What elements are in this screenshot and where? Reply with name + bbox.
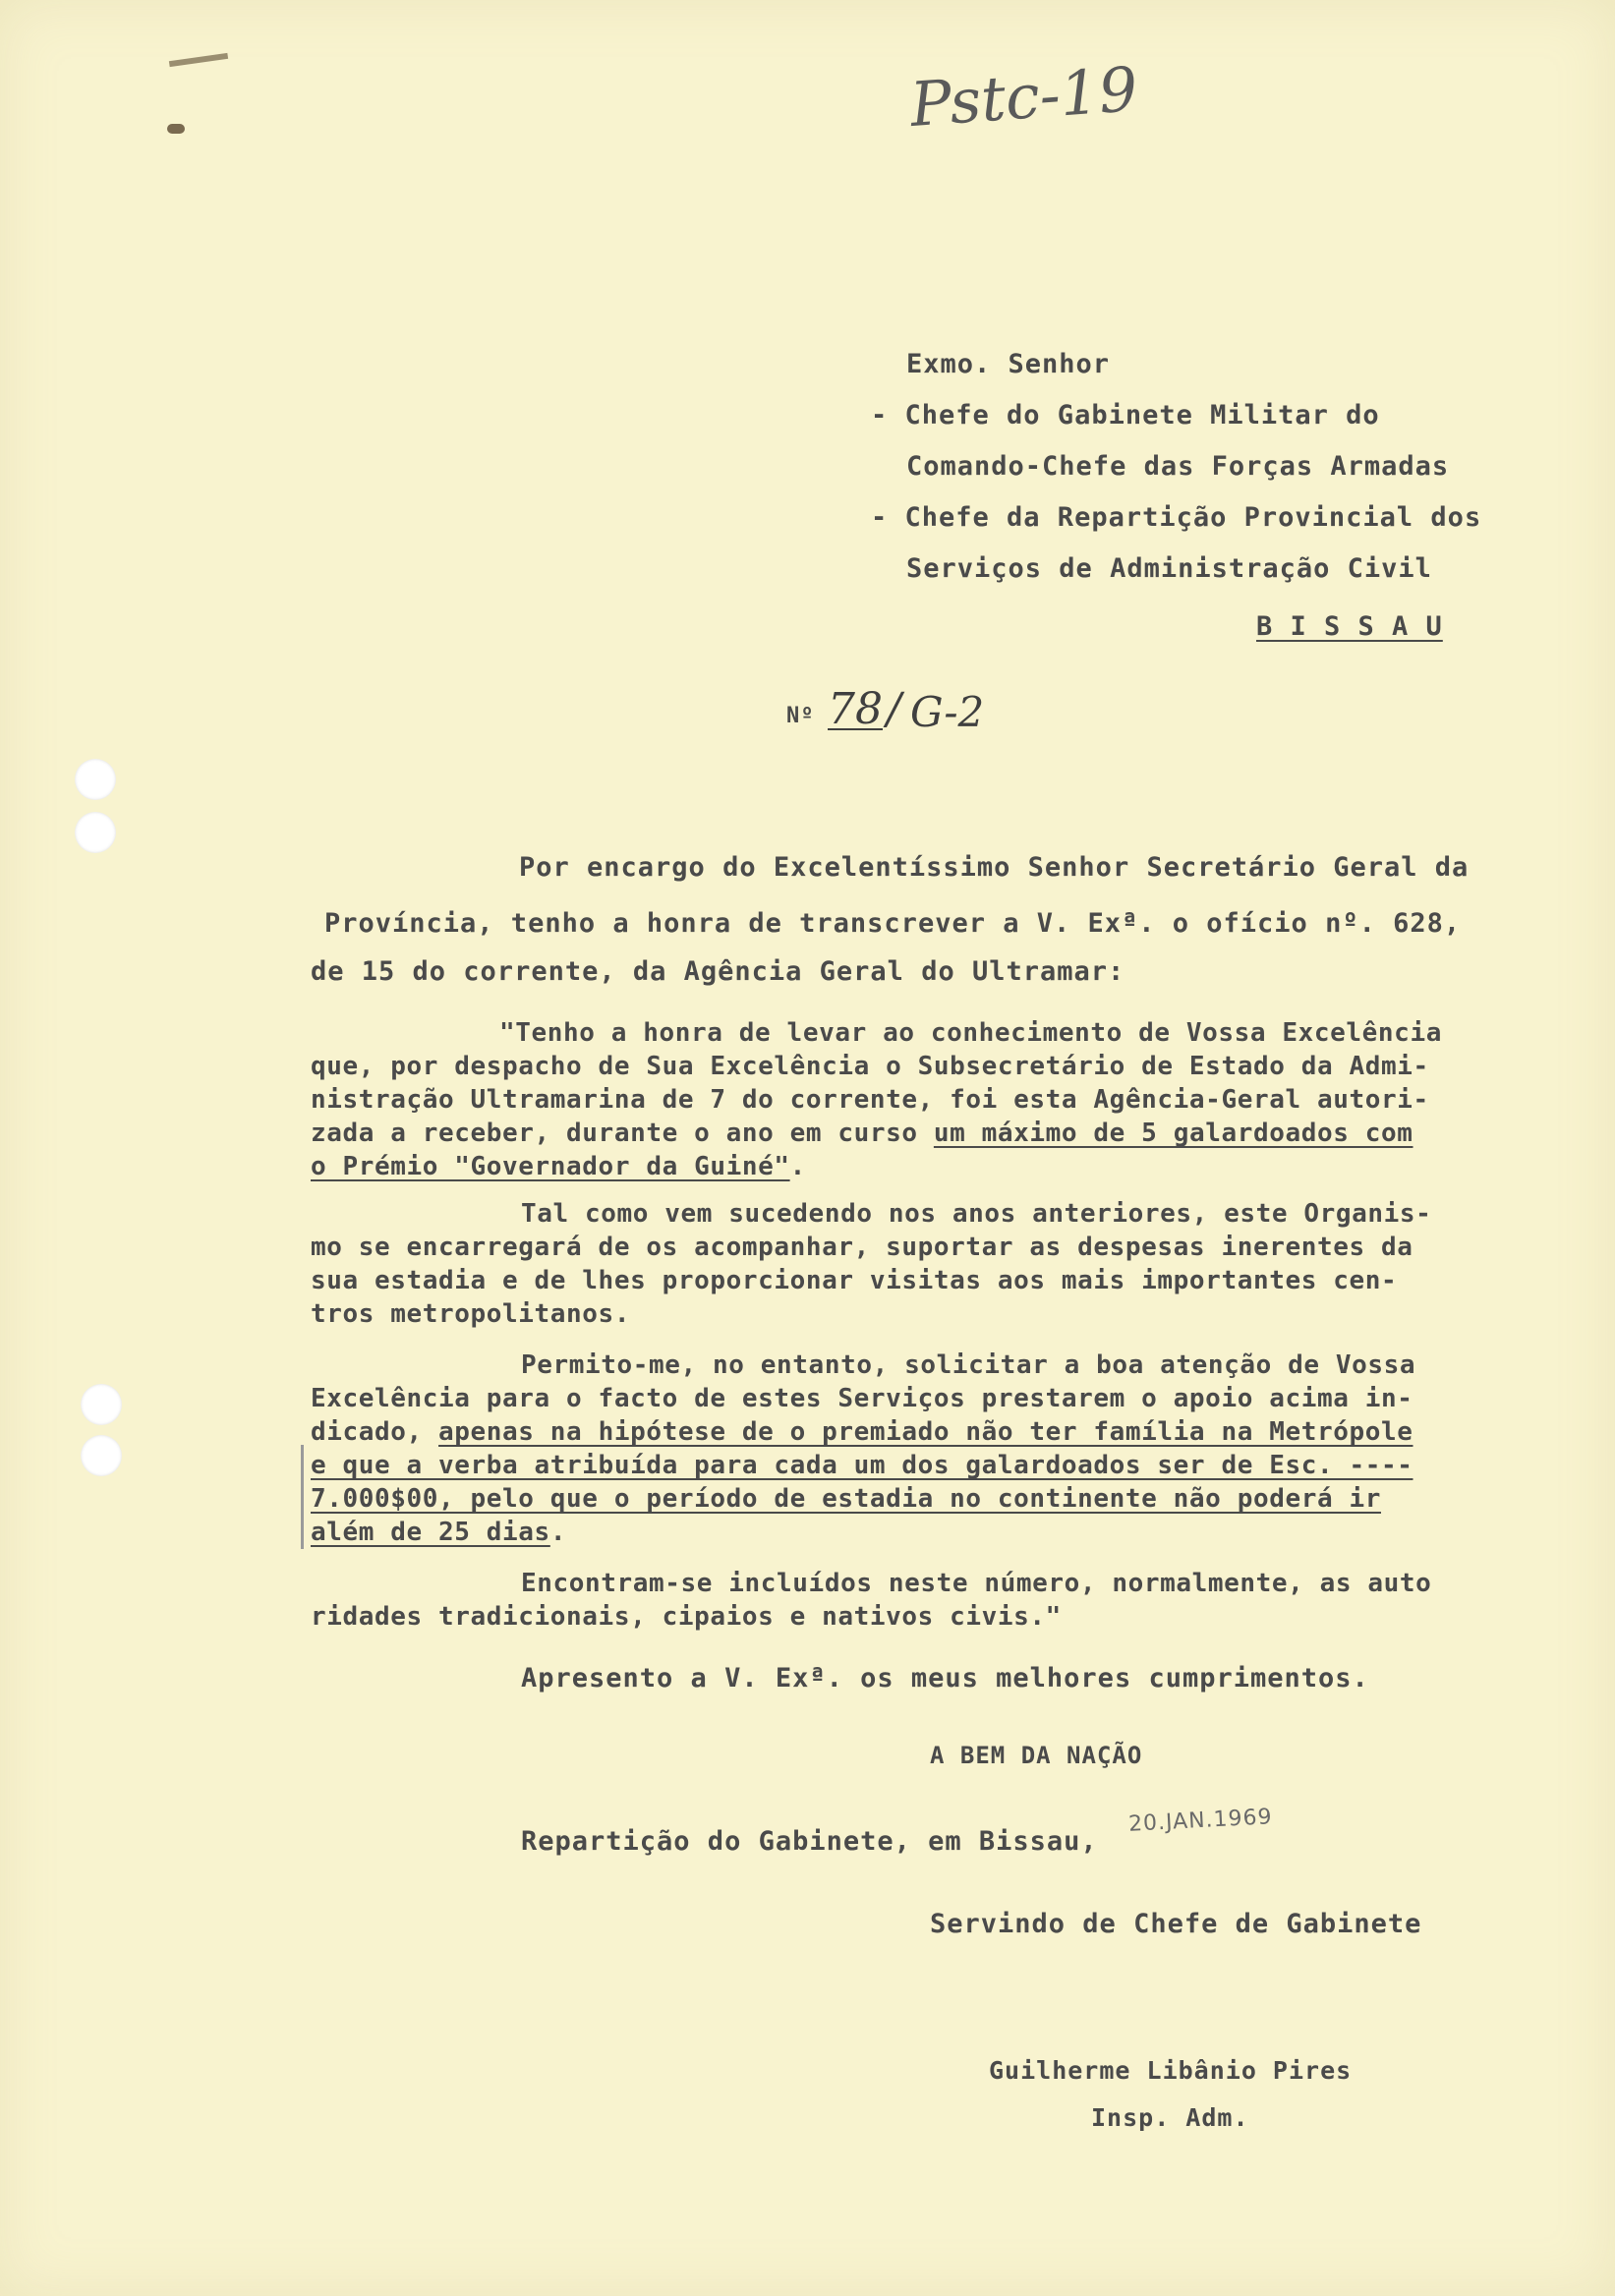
reference-series: G-2: [910, 688, 985, 736]
salutation: Exmo. Senhor: [906, 349, 1111, 379]
quote-p1-line-4-text: zada a receber, durante o ano em curso: [311, 1119, 934, 1148]
intro-line-2: Província, tenho a honra de transcrever a V. Exª. o ofício nº. 628,: [324, 908, 1462, 939]
punch-hole: [75, 759, 116, 800]
reference-number: 78: [828, 684, 883, 734]
recipient-2-line-2: Serviços de Administração Civil: [906, 553, 1432, 584]
quote-p1-line-5: [311, 1152, 806, 1181]
closing-regards: Apresento a V. Exª. os meus melhores cumprimentos.: [521, 1663, 1369, 1693]
city: B I S S A U: [1256, 611, 1443, 642]
punch-hole: [81, 1384, 122, 1425]
quote-p1-line-5-underlined: o Prémio "Governador da Guiné": [311, 1152, 790, 1181]
quote-p2-line-3: sua estadia e de lhes proporcionar visitas aos mais importantes cen-: [311, 1266, 1398, 1295]
quote-p2-line-2: mo se encarregará de os acompanhar, suportar as despesas inerentes da: [311, 1233, 1413, 1262]
quote-p3-line-3: [311, 1417, 1413, 1447]
quote-p2-line-1: Tal como vem sucedendo nos anos anteriores, este Organis-: [521, 1199, 1432, 1229]
quote-p3-line-2: Excelência para o facto de estes Serviços prestarem o apoio acima in-: [311, 1384, 1413, 1413]
quote-p1-line-4-underlined: um máximo de 5 galardoados com: [933, 1119, 1413, 1148]
recipient-1-line-2: Comando-Chefe das Forças Armadas: [906, 451, 1450, 482]
recipient-2-line-1: - Chefe da Repartição Provincial dos: [871, 502, 1482, 533]
closing-place: Repartição do Gabinete, em Bissau,: [521, 1826, 1098, 1857]
date-stamp: 20.JAN.1969: [1127, 1805, 1274, 1837]
signatory-title: Insp. Adm.: [1091, 2103, 1249, 2132]
punch-hole: [81, 1435, 122, 1476]
closing-motto: A BEM DA NAÇÃO: [930, 1742, 1143, 1769]
quote-p3-line-3-text: dicado,: [311, 1417, 439, 1447]
quote-p3-line-6-underlined: além de 25 dias: [311, 1518, 550, 1547]
pen-bracket-left: [301, 1445, 312, 1549]
handwritten-archive-ref: Pstc-19: [907, 53, 1140, 141]
reference-number-prefix: Nº: [786, 704, 815, 728]
quote-p3-line-4: e que a verba atribuída para cada um dos galardoados ser de Esc. ----: [311, 1451, 1413, 1480]
quote-p1-line-4: [311, 1119, 1413, 1148]
quote-p1-line-1: "Tenho a honra de levar ao conhecimento de Vossa Excelência: [499, 1018, 1442, 1048]
quote-p4-line-2: ridades tradicionais, cipaios e nativos civis.": [311, 1602, 1062, 1632]
reference-slash: /: [887, 684, 901, 734]
quote-p3-line-6-end: .: [549, 1518, 567, 1547]
quote-p3-line-3-underlined: apenas na hipótese de o premiado não ter família na Metrópole: [438, 1417, 1413, 1447]
intro-line-3: de 15 do corrente, da Agência Geral do Ultramar:: [311, 956, 1125, 987]
signatory-name: Guilherme Libânio Pires: [989, 2056, 1353, 2085]
punch-hole: [75, 812, 116, 853]
quote-p3-line-5: 7.000$00, pelo que o período de estadia no continente não poderá ir: [311, 1484, 1381, 1514]
quote-p1-line-2: que, por despacho de Sua Excelência o Subsecretário de Estado da Admi-: [311, 1052, 1429, 1081]
quote-p3-line-1: Permito-me, no entanto, solicitar a boa atenção de Vossa: [521, 1350, 1416, 1380]
recipient-1-line-1: - Chefe do Gabinete Militar do: [871, 400, 1380, 430]
quote-p3-line-6: [311, 1518, 566, 1547]
rust-mark: [167, 124, 185, 134]
quote-p2-line-4: tros metropolitanos.: [311, 1299, 631, 1329]
closing-role: Servindo de Chefe de Gabinete: [930, 1909, 1422, 1939]
quote-p4-line-1: Encontram-se incluídos neste número, normalmente, as auto: [521, 1569, 1432, 1598]
intro-line-1: Por encargo do Excelentíssimo Senhor Secretário Geral da: [519, 852, 1470, 883]
quote-p1-line-3: nistração Ultramarina de 7 do corrente, foi esta Agência-Geral autori-: [311, 1085, 1429, 1115]
staple-mark: [169, 53, 228, 67]
quote-p1-line-5-end: .: [789, 1152, 806, 1181]
